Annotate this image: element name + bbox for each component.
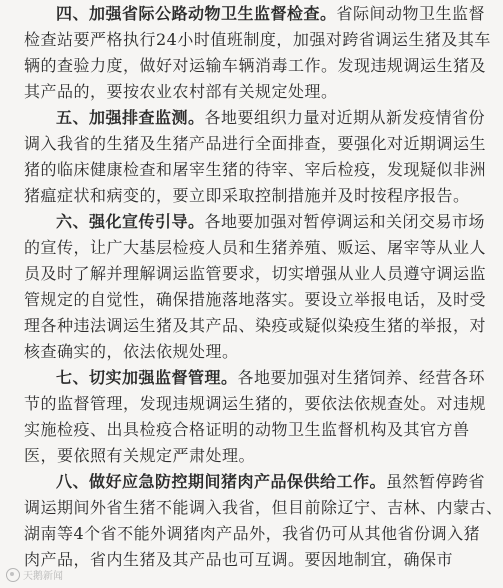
section-5-text: 各地要组织力量对近期从新发疫情省份 <box>204 108 486 127</box>
body-line: 实施检疫、出具检疫合格证明的动物卫生监督机构及其官方兽 <box>24 420 470 439</box>
section-6-heading-line <box>56 210 486 234</box>
weibo-logo-icon <box>6 568 20 582</box>
section-4-text: 省际间动物卫生监督 <box>336 4 486 23</box>
body-line: 管规定的自觉性，确保措施落地落实。要设立举报电话，及时受 <box>24 290 487 309</box>
body-line: 员及时了解并理解调运监管要求，切实增强从业人员遵守调运监 <box>24 264 487 283</box>
body-line: 核查确实的，依法依规处理。 <box>24 342 239 361</box>
body-line: 检查站要严格执行24小时值班制度，加强对跨省调运生猪及其车 <box>24 30 491 49</box>
body-line: 的宣传，让广大基层检疫人员和生猪养殖、贩运、屠宰等从业人 <box>24 238 487 257</box>
body-line: 其产品的，要按农业农村部有关规定处理。 <box>24 82 338 101</box>
section-4-heading-line <box>56 2 486 26</box>
section-8-text: 虽然暂停跨省 <box>386 472 486 491</box>
watermark <box>6 567 63 582</box>
section-7-heading-line <box>56 366 486 390</box>
section-8-heading-line <box>56 470 486 494</box>
section-4-heading: 四、加强省际公路动物卫生监督检查。 <box>56 4 337 23</box>
body-line: 猪的临床健康检查和屠宰生猪的待宰、宰后检疫，发现疑似非洲 <box>24 160 487 179</box>
body-line: 节的监督管理，发现违规调运生猪的，要依法依规查处。对违规 <box>24 394 487 413</box>
body-line: 理各种违法调运生猪及其产品、染疫或疑似染疫生猪的举报，对 <box>24 316 487 335</box>
body-line: 调运期间外省生猪不能调入我省，但目前除辽宁、吉林、内蒙古、 <box>24 498 503 517</box>
watermark-text: 天鹅新闻 <box>23 571 63 582</box>
section-6-text: 各地要加强对暂停调运和关闭交易市场 <box>204 212 486 231</box>
section-6-heading: 六、强化宣传引导。 <box>56 212 205 231</box>
body-line: 猪瘟症状和病变的，要立即采取控制措施并及时按程序报告。 <box>24 186 470 205</box>
section-7-heading: 七、切实加强监督管理。 <box>56 368 238 387</box>
body-line: 医，要依照有关规定严肃处理。 <box>24 446 256 465</box>
section-5-heading-line <box>56 106 486 130</box>
body-line: 调入我省的生猪及生猪产品进行全面排查，要强化对近期调运生 <box>24 134 487 153</box>
body-line: 辆的查验力度，做好对运输车辆消毒工作。发现违规调运生猪及 <box>24 56 487 75</box>
body-line: 湖南等4个省不能外调猪肉产品外，我省仍可从其他省份调入猪 <box>24 524 481 543</box>
section-8-heading: 八、做好应急防控期间猪肉产品保供给工作。 <box>56 472 387 491</box>
body-line: 肉产品，省内生猪及其产品也可互调。要因地制宜，确保市 <box>24 550 454 569</box>
section-7-text: 各地要加强对生猪饲养、经营各环 <box>237 368 486 387</box>
section-5-heading: 五、加强排查监测。 <box>56 108 205 127</box>
